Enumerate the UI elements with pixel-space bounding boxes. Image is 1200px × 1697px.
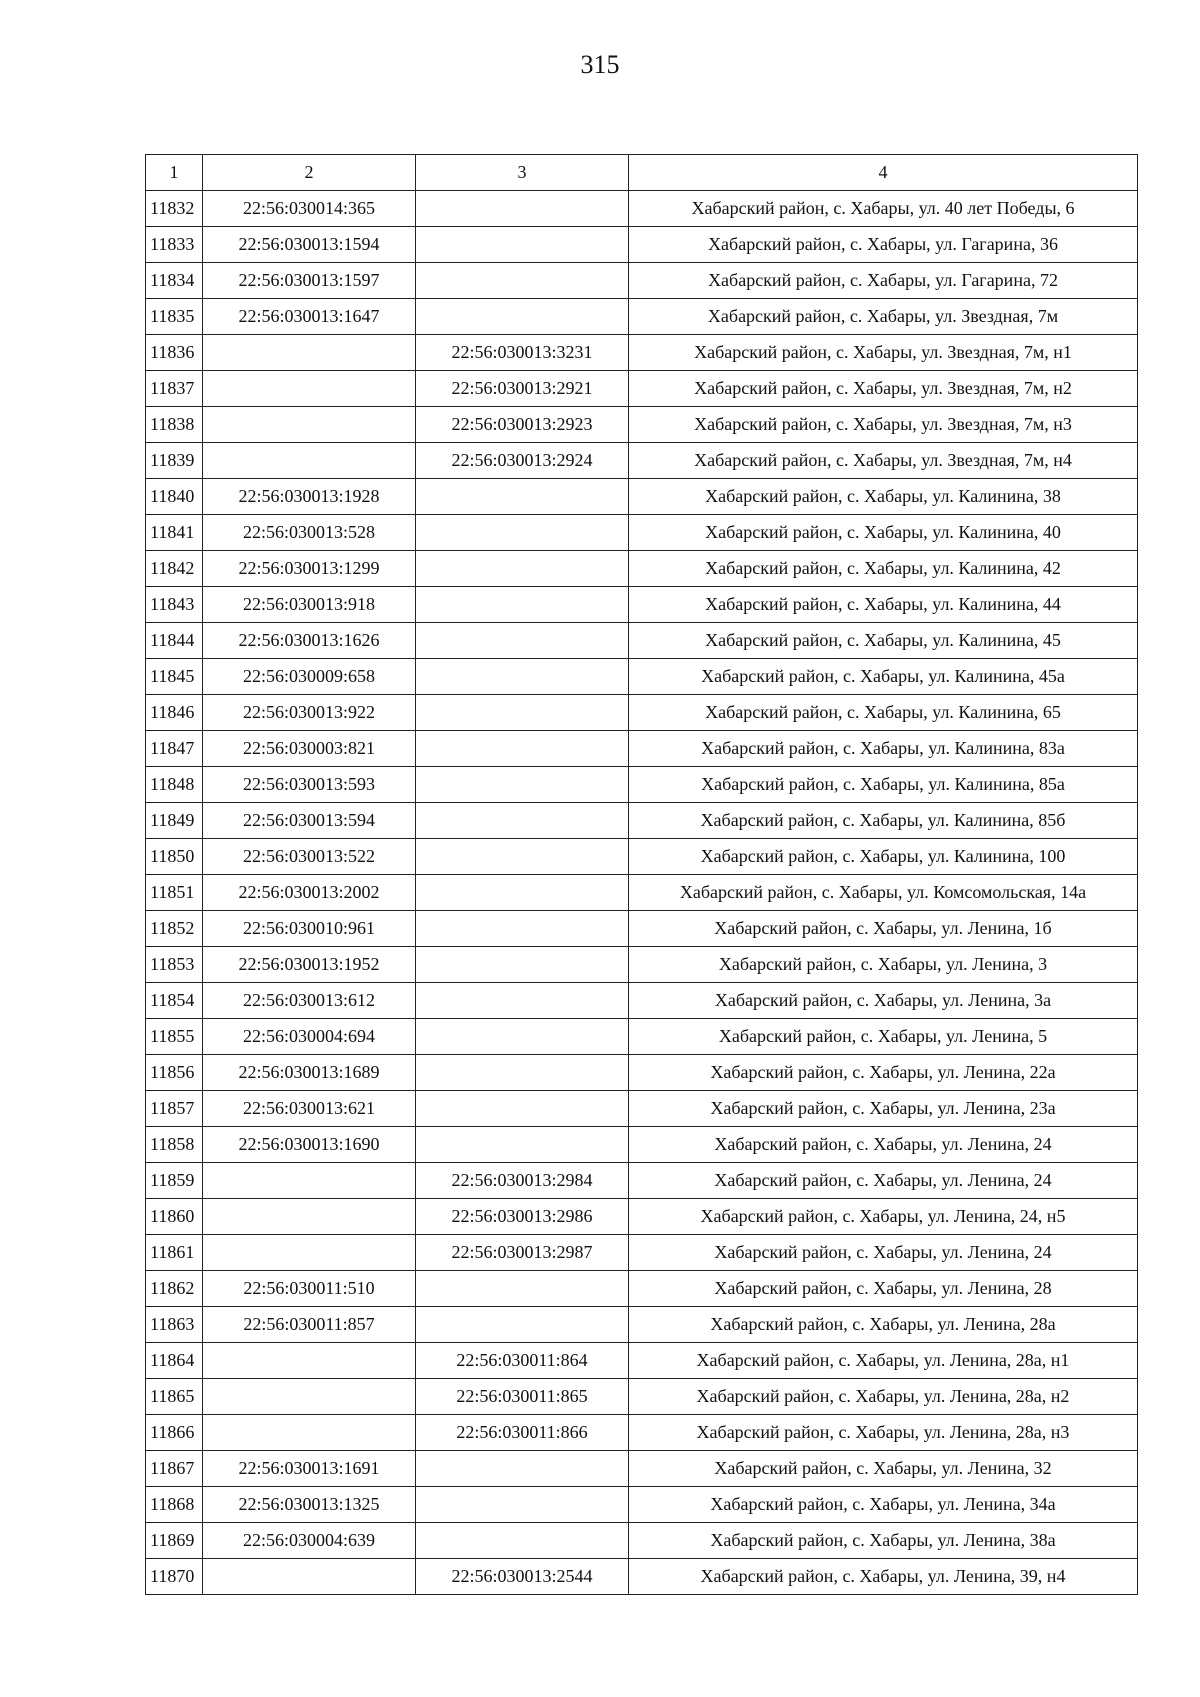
address-cell: Хабарский район, с. Хабары, ул. Звездная, 7м, н1: [629, 335, 1138, 371]
cadastral-number-cell: [416, 731, 629, 767]
cadastral-number-cell: [203, 1235, 416, 1271]
cadastral-number-cell: [416, 515, 629, 551]
cadastral-number-cell: [203, 1163, 416, 1199]
address-cell: Хабарский район, с. Хабары, ул. Ленина, 24: [629, 1235, 1138, 1271]
address-cell: Хабарский район, с. Хабары, ул. Звездная, 7м, н3: [629, 407, 1138, 443]
address-cell: Хабарский район, с. Хабары, ул. Гагарина, 72: [629, 263, 1138, 299]
row-number-cell: 11851: [146, 875, 203, 911]
table-body: [146, 191, 1138, 1595]
address-cell: Хабарский район, с. Хабары, ул. Калинина, 65: [629, 695, 1138, 731]
cadastral-number-cell: [416, 911, 629, 947]
address-cell: Хабарский район, с. Хабары, ул. Ленина, 1б: [629, 911, 1138, 947]
table-row: [146, 191, 1138, 227]
row-number-cell: 11846: [146, 695, 203, 731]
cadastral-number-cell: [416, 947, 629, 983]
cadastral-number-cell: 22:56:030013:593: [203, 767, 416, 803]
cadastral-number-cell: 22:56:030004:694: [203, 1019, 416, 1055]
cadastral-number-cell: 22:56:030013:1928: [203, 479, 416, 515]
table-row: [146, 803, 1138, 839]
address-cell: Хабарский район, с. Хабары, ул. Ленина, 28а, н3: [629, 1415, 1138, 1451]
row-number-cell: 11869: [146, 1523, 203, 1559]
row-number-cell: 11836: [146, 335, 203, 371]
address-cell: Хабарский район, с. Хабары, ул. Комсомольская, 14а: [629, 875, 1138, 911]
table-row: [146, 1091, 1138, 1127]
cadastral-number-cell: 22:56:030004:639: [203, 1523, 416, 1559]
address-cell: Хабарский район, с. Хабары, ул. Звездная, 7м, н4: [629, 443, 1138, 479]
cadastral-number-cell: [416, 1523, 629, 1559]
address-cell: Хабарский район, с. Хабары, ул. Калинина, 85б: [629, 803, 1138, 839]
cadastral-number-cell: 22:56:030013:3231: [416, 335, 629, 371]
cadastral-number-cell: 22:56:030013:1691: [203, 1451, 416, 1487]
cadastral-number-cell: [203, 1343, 416, 1379]
table-row: [146, 947, 1138, 983]
cadastral-number-cell: [416, 1307, 629, 1343]
cadastral-number-cell: [203, 1415, 416, 1451]
row-number-cell: 11841: [146, 515, 203, 551]
cadastral-number-cell: 22:56:030003:821: [203, 731, 416, 767]
cadastral-number-cell: 22:56:030013:1952: [203, 947, 416, 983]
table-row: [146, 1307, 1138, 1343]
cadastral-number-cell: [416, 1091, 629, 1127]
cadastral-number-cell: [416, 983, 629, 1019]
row-number-cell: 11838: [146, 407, 203, 443]
address-cell: Хабарский район, с. Хабары, ул. Ленина, 3а: [629, 983, 1138, 1019]
cadastral-number-cell: 22:56:030013:2921: [416, 371, 629, 407]
address-cell: Хабарский район, с. Хабары, ул. Ленина, 24, н5: [629, 1199, 1138, 1235]
address-cell: Хабарский район, с. Хабары, ул. Ленина, 24: [629, 1163, 1138, 1199]
table-row: [146, 479, 1138, 515]
row-number-cell: 11870: [146, 1559, 203, 1595]
table-row: [146, 731, 1138, 767]
cadastral-number-cell: 22:56:030009:658: [203, 659, 416, 695]
table-row: [146, 1415, 1138, 1451]
cadastral-number-cell: 22:56:030013:918: [203, 587, 416, 623]
table-row: [146, 1379, 1138, 1415]
cadastral-number-cell: [416, 1451, 629, 1487]
row-number-cell: 11850: [146, 839, 203, 875]
cadastral-number-cell: [416, 1271, 629, 1307]
cadastral-number-cell: 22:56:030011:866: [416, 1415, 629, 1451]
row-number-cell: 11842: [146, 551, 203, 587]
cadastral-number-cell: [416, 1055, 629, 1091]
row-number-cell: 11833: [146, 227, 203, 263]
cadastral-number-cell: 22:56:030013:612: [203, 983, 416, 1019]
address-cell: Хабарский район, с. Хабары, ул. Ленина, 28: [629, 1271, 1138, 1307]
cadastral-number-cell: [416, 299, 629, 335]
row-number-cell: 11863: [146, 1307, 203, 1343]
table-row: [146, 1019, 1138, 1055]
cadastral-number-cell: 22:56:030013:2984: [416, 1163, 629, 1199]
row-number-cell: 11854: [146, 983, 203, 1019]
cadastral-number-cell: [416, 623, 629, 659]
cadastral-number-cell: 22:56:030013:528: [203, 515, 416, 551]
cadastral-number-cell: [203, 371, 416, 407]
cadastral-number-cell: [416, 551, 629, 587]
cadastral-number-cell: [416, 191, 629, 227]
table-row: [146, 911, 1138, 947]
cadastral-number-cell: [203, 1199, 416, 1235]
cadastral-number-cell: 22:56:030013:1689: [203, 1055, 416, 1091]
table-row: [146, 515, 1138, 551]
table-row: [146, 659, 1138, 695]
cadastral-number-cell: 22:56:030011:864: [416, 1343, 629, 1379]
address-cell: Хабарский район, с. Хабары, ул. Ленина, 34а: [629, 1487, 1138, 1523]
row-number-cell: 11849: [146, 803, 203, 839]
address-cell: Хабарский район, с. Хабары, ул. Калинина, 45а: [629, 659, 1138, 695]
row-number-cell: 11848: [146, 767, 203, 803]
table-row: [146, 1487, 1138, 1523]
row-number-cell: 11847: [146, 731, 203, 767]
table-row: [146, 227, 1138, 263]
address-cell: Хабарский район, с. Хабары, ул. Калинина, 42: [629, 551, 1138, 587]
row-number-cell: 11866: [146, 1415, 203, 1451]
row-number-cell: 11867: [146, 1451, 203, 1487]
row-number-cell: 11858: [146, 1127, 203, 1163]
cadastral-number-cell: 22:56:030013:2924: [416, 443, 629, 479]
table-row: [146, 407, 1138, 443]
cadastral-number-cell: [416, 227, 629, 263]
table-row: [146, 983, 1138, 1019]
address-cell: Хабарский район, с. Хабары, ул. Ленина, 5: [629, 1019, 1138, 1055]
table-row: [146, 371, 1138, 407]
address-cell: Хабарский район, с. Хабары, ул. Звездная, 7м, н2: [629, 371, 1138, 407]
address-cell: Хабарский район, с. Хабары, ул. Ленина, 28а, н2: [629, 1379, 1138, 1415]
table-row: [146, 1199, 1138, 1235]
row-number-cell: 11857: [146, 1091, 203, 1127]
table-row: [146, 875, 1138, 911]
table-row: [146, 767, 1138, 803]
table-row: [146, 1559, 1138, 1595]
address-cell: Хабарский район, с. Хабары, ул. Калинина, 100: [629, 839, 1138, 875]
table-row: [146, 335, 1138, 371]
row-number-cell: 11855: [146, 1019, 203, 1055]
column-header-4: 4: [629, 155, 1138, 191]
cadastral-number-cell: 22:56:030013:922: [203, 695, 416, 731]
table-row: [146, 299, 1138, 335]
address-cell: Хабарский район, с. Хабары, ул. Калинина, 38: [629, 479, 1138, 515]
row-number-cell: 11861: [146, 1235, 203, 1271]
cadastral-number-cell: 22:56:030013:2544: [416, 1559, 629, 1595]
cadastral-number-cell: [416, 1127, 629, 1163]
row-number-cell: 11865: [146, 1379, 203, 1415]
row-number-cell: 11840: [146, 479, 203, 515]
row-number-cell: 11835: [146, 299, 203, 335]
cadastral-number-cell: 22:56:030013:2987: [416, 1235, 629, 1271]
cadastral-number-cell: [416, 479, 629, 515]
address-cell: Хабарский район, с. Хабары, ул. Калинина, 40: [629, 515, 1138, 551]
address-cell: Хабарский район, с. Хабары, ул. Ленина, 22а: [629, 1055, 1138, 1091]
cadastral-number-cell: 22:56:030013:1647: [203, 299, 416, 335]
cadastral-number-cell: [416, 875, 629, 911]
cadastral-number-cell: 22:56:030013:621: [203, 1091, 416, 1127]
address-cell: Хабарский район, с. Хабары, ул. Звездная, 7м: [629, 299, 1138, 335]
row-number-cell: 11852: [146, 911, 203, 947]
cadastral-number-cell: 22:56:030013:594: [203, 803, 416, 839]
table-row: [146, 1055, 1138, 1091]
table-row: [146, 695, 1138, 731]
table-row: [146, 263, 1138, 299]
cadastral-number-cell: [416, 1019, 629, 1055]
address-cell: Хабарский район, с. Хабары, ул. Ленина, 39, н4: [629, 1559, 1138, 1595]
table-row: [146, 839, 1138, 875]
table-header: [146, 155, 1138, 191]
table-row: [146, 1523, 1138, 1559]
cadastral-number-cell: [416, 839, 629, 875]
row-number-cell: 11864: [146, 1343, 203, 1379]
table-row: [146, 1127, 1138, 1163]
cadastral-number-cell: 22:56:030013:1690: [203, 1127, 416, 1163]
cadastral-number-cell: [203, 407, 416, 443]
address-cell: Хабарский район, с. Хабары, ул. Калинина, 85а: [629, 767, 1138, 803]
cadastral-number-cell: 22:56:030013:1325: [203, 1487, 416, 1523]
address-cell: Хабарский район, с. Хабары, ул. Ленина, 24: [629, 1127, 1138, 1163]
row-number-cell: 11832: [146, 191, 203, 227]
address-cell: Хабарский район, с. Хабары, ул. Ленина, 23а: [629, 1091, 1138, 1127]
row-number-cell: 11856: [146, 1055, 203, 1091]
table-row: [146, 1235, 1138, 1271]
cadastral-number-cell: [416, 587, 629, 623]
cadastral-number-cell: 22:56:030013:1299: [203, 551, 416, 587]
row-number-cell: 11859: [146, 1163, 203, 1199]
cadastral-number-cell: [203, 335, 416, 371]
cadastral-number-cell: 22:56:030010:961: [203, 911, 416, 947]
address-cell: Хабарский район, с. Хабары, ул. Ленина, 28а: [629, 1307, 1138, 1343]
cadastral-number-cell: 22:56:030013:2923: [416, 407, 629, 443]
row-number-cell: 11834: [146, 263, 203, 299]
cadastral-number-cell: 22:56:030014:365: [203, 191, 416, 227]
table-row: [146, 443, 1138, 479]
table-row: [146, 1271, 1138, 1307]
cadastral-number-cell: [203, 1379, 416, 1415]
column-header-3: 3: [416, 155, 629, 191]
cadastral-number-cell: [203, 443, 416, 479]
row-number-cell: 11837: [146, 371, 203, 407]
cadastral-number-cell: [416, 767, 629, 803]
address-cell: Хабарский район, с. Хабары, ул. Ленина, 32: [629, 1451, 1138, 1487]
row-number-cell: 11844: [146, 623, 203, 659]
address-cell: Хабарский район, с. Хабары, ул. Калинина, 45: [629, 623, 1138, 659]
address-cell: Хабарский район, с. Хабары, ул. Калинина, 44: [629, 587, 1138, 623]
cadastral-number-cell: 22:56:030011:857: [203, 1307, 416, 1343]
cadastral-number-cell: [203, 1559, 416, 1595]
cadastral-number-cell: [416, 659, 629, 695]
table-row: [146, 1451, 1138, 1487]
table-row: [146, 1163, 1138, 1199]
column-header-1: 1: [146, 155, 203, 191]
cadastral-number-cell: [416, 695, 629, 731]
cadastral-number-cell: 22:56:030013:2986: [416, 1199, 629, 1235]
column-header-2: 2: [203, 155, 416, 191]
row-number-cell: 11845: [146, 659, 203, 695]
table-row: [146, 623, 1138, 659]
address-cell: Хабарский район, с. Хабары, ул. Ленина, 38а: [629, 1523, 1138, 1559]
cadastral-number-cell: 22:56:030013:1594: [203, 227, 416, 263]
page-number: 315: [580, 50, 620, 79]
table-row: [146, 587, 1138, 623]
row-number-cell: 11853: [146, 947, 203, 983]
cadastral-number-cell: [416, 263, 629, 299]
cadastral-number-cell: 22:56:030011:510: [203, 1271, 416, 1307]
address-cell: Хабарский район, с. Хабары, ул. Ленина, 3: [629, 947, 1138, 983]
row-number-cell: 11862: [146, 1271, 203, 1307]
cadastral-number-cell: 22:56:030011:865: [416, 1379, 629, 1415]
address-cell: Хабарский район, с. Хабары, ул. Ленина, 28а, н1: [629, 1343, 1138, 1379]
cadastral-number-cell: [416, 803, 629, 839]
registry-table: [145, 154, 1138, 1595]
cadastral-number-cell: 22:56:030013:1597: [203, 263, 416, 299]
row-number-cell: 11868: [146, 1487, 203, 1523]
cadastral-number-cell: [416, 1487, 629, 1523]
address-cell: Хабарский район, с. Хабары, ул. 40 лет Победы, 6: [629, 191, 1138, 227]
cadastral-number-cell: 22:56:030013:2002: [203, 875, 416, 911]
row-number-cell: 11839: [146, 443, 203, 479]
address-cell: Хабарский район, с. Хабары, ул. Калинина, 83а: [629, 731, 1138, 767]
header-row: [146, 155, 1138, 191]
cadastral-number-cell: 22:56:030013:522: [203, 839, 416, 875]
address-cell: Хабарский район, с. Хабары, ул. Гагарина, 36: [629, 227, 1138, 263]
cadastral-number-cell: 22:56:030013:1626: [203, 623, 416, 659]
row-number-cell: 11843: [146, 587, 203, 623]
table-row: [146, 1343, 1138, 1379]
table-row: [146, 551, 1138, 587]
row-number-cell: 11860: [146, 1199, 203, 1235]
